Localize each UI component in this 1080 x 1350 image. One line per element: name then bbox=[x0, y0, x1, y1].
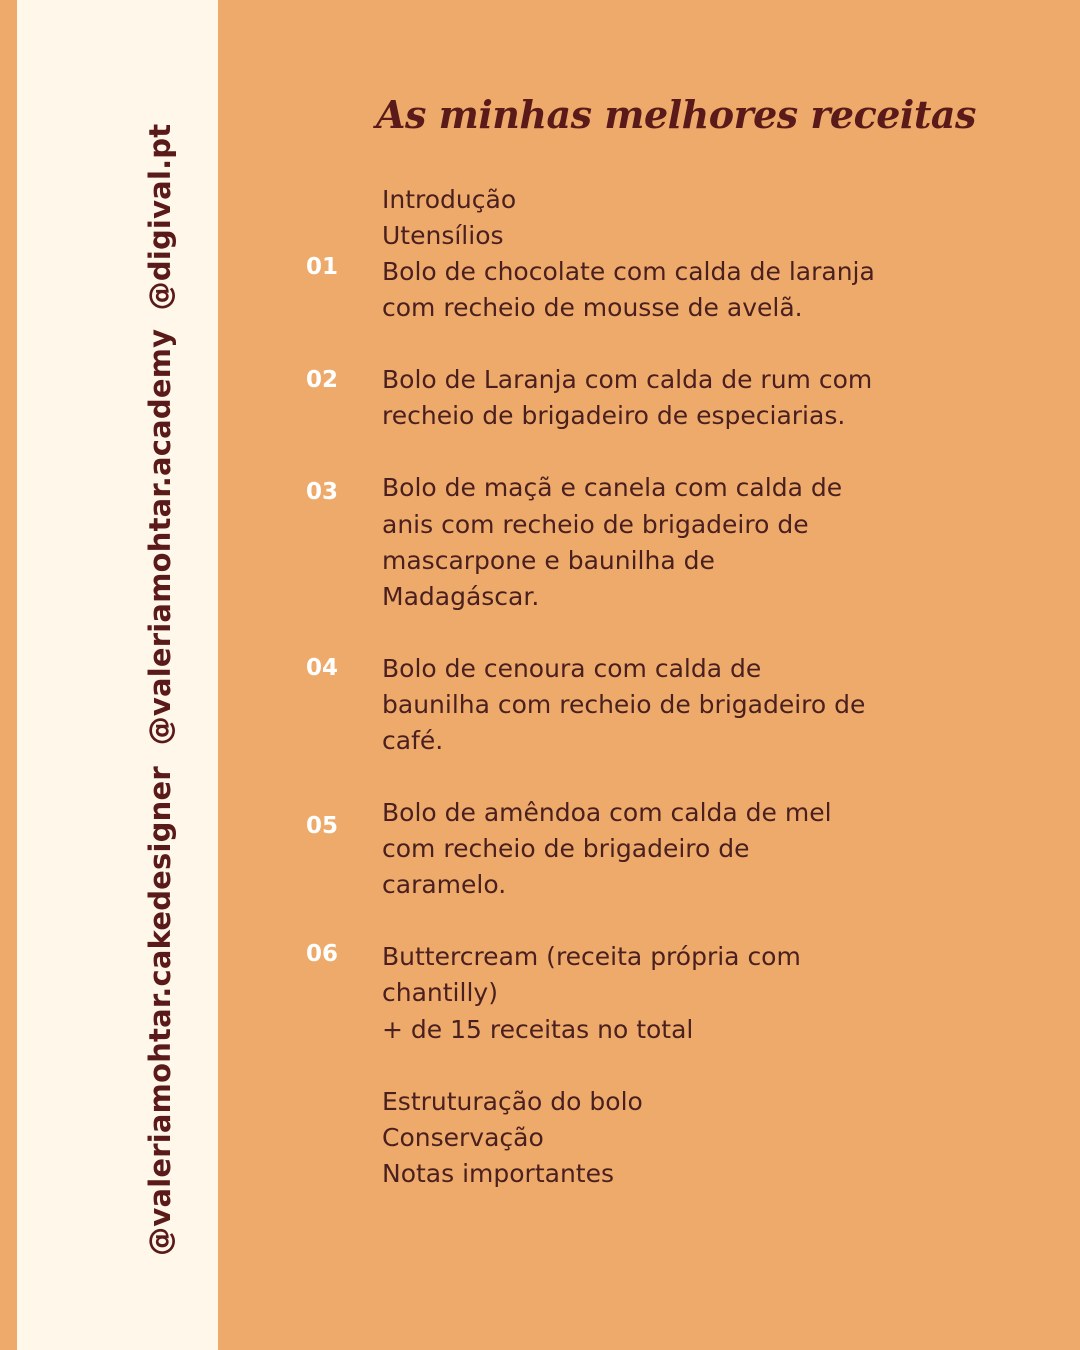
list-item: Estruturação do bolo bbox=[382, 1087, 643, 1116]
list-item: chantilly) bbox=[382, 978, 498, 1007]
list-item: Utensílios bbox=[382, 221, 504, 250]
list-item: Bolo de maçã e canela com calda de bbox=[382, 473, 843, 502]
list-item: Buttercream (receita própria com bbox=[382, 942, 801, 971]
list-item: Madagáscar. bbox=[382, 582, 540, 611]
recipe-number-05: 05 bbox=[306, 813, 339, 839]
recipe-number-02: 02 bbox=[306, 367, 339, 393]
list-item: com recheio de mousse de avelã. bbox=[382, 293, 803, 322]
list-item: Bolo de cenoura com calda de bbox=[382, 654, 762, 683]
handle-academy: @valeriamohtar.academy bbox=[143, 328, 177, 746]
list-item: caramelo. bbox=[382, 870, 507, 899]
list-item: Introdução bbox=[382, 185, 517, 214]
list-item: Conservação bbox=[382, 1123, 544, 1152]
list-item: café. bbox=[382, 726, 444, 755]
list-item: Bolo de amêndoa com calda de mel bbox=[382, 798, 832, 827]
handle-digival: @digival.pt bbox=[143, 123, 177, 311]
recipe-number-01: 01 bbox=[306, 254, 339, 280]
recipe-number-04: 04 bbox=[306, 655, 339, 681]
list-item: mascarpone e baunilha de bbox=[382, 546, 715, 575]
page-title: As minhas melhores receitas bbox=[376, 92, 976, 137]
list-item: recheio de brigadeiro de especiarias. bbox=[382, 401, 846, 430]
handle-cakedesigner: @valeriamohtar.cakedesigner bbox=[143, 766, 177, 1256]
list-item: Bolo de chocolate com calda de laranja bbox=[382, 257, 875, 286]
list-item: Notas importantes bbox=[382, 1159, 615, 1188]
list-item: com recheio de brigadeiro de bbox=[382, 834, 750, 863]
sidebar bbox=[17, 0, 218, 1350]
recipe-number-06: 06 bbox=[306, 941, 339, 967]
list-item: baunilha com recheio de brigadeiro de bbox=[382, 690, 866, 719]
list-item: + de 15 receitas no total bbox=[382, 1015, 694, 1044]
list-item: anis com recheio de brigadeiro de bbox=[382, 510, 809, 539]
list-item: Bolo de Laranja com calda de rum com bbox=[382, 365, 873, 394]
recipe-number-03: 03 bbox=[306, 479, 339, 505]
